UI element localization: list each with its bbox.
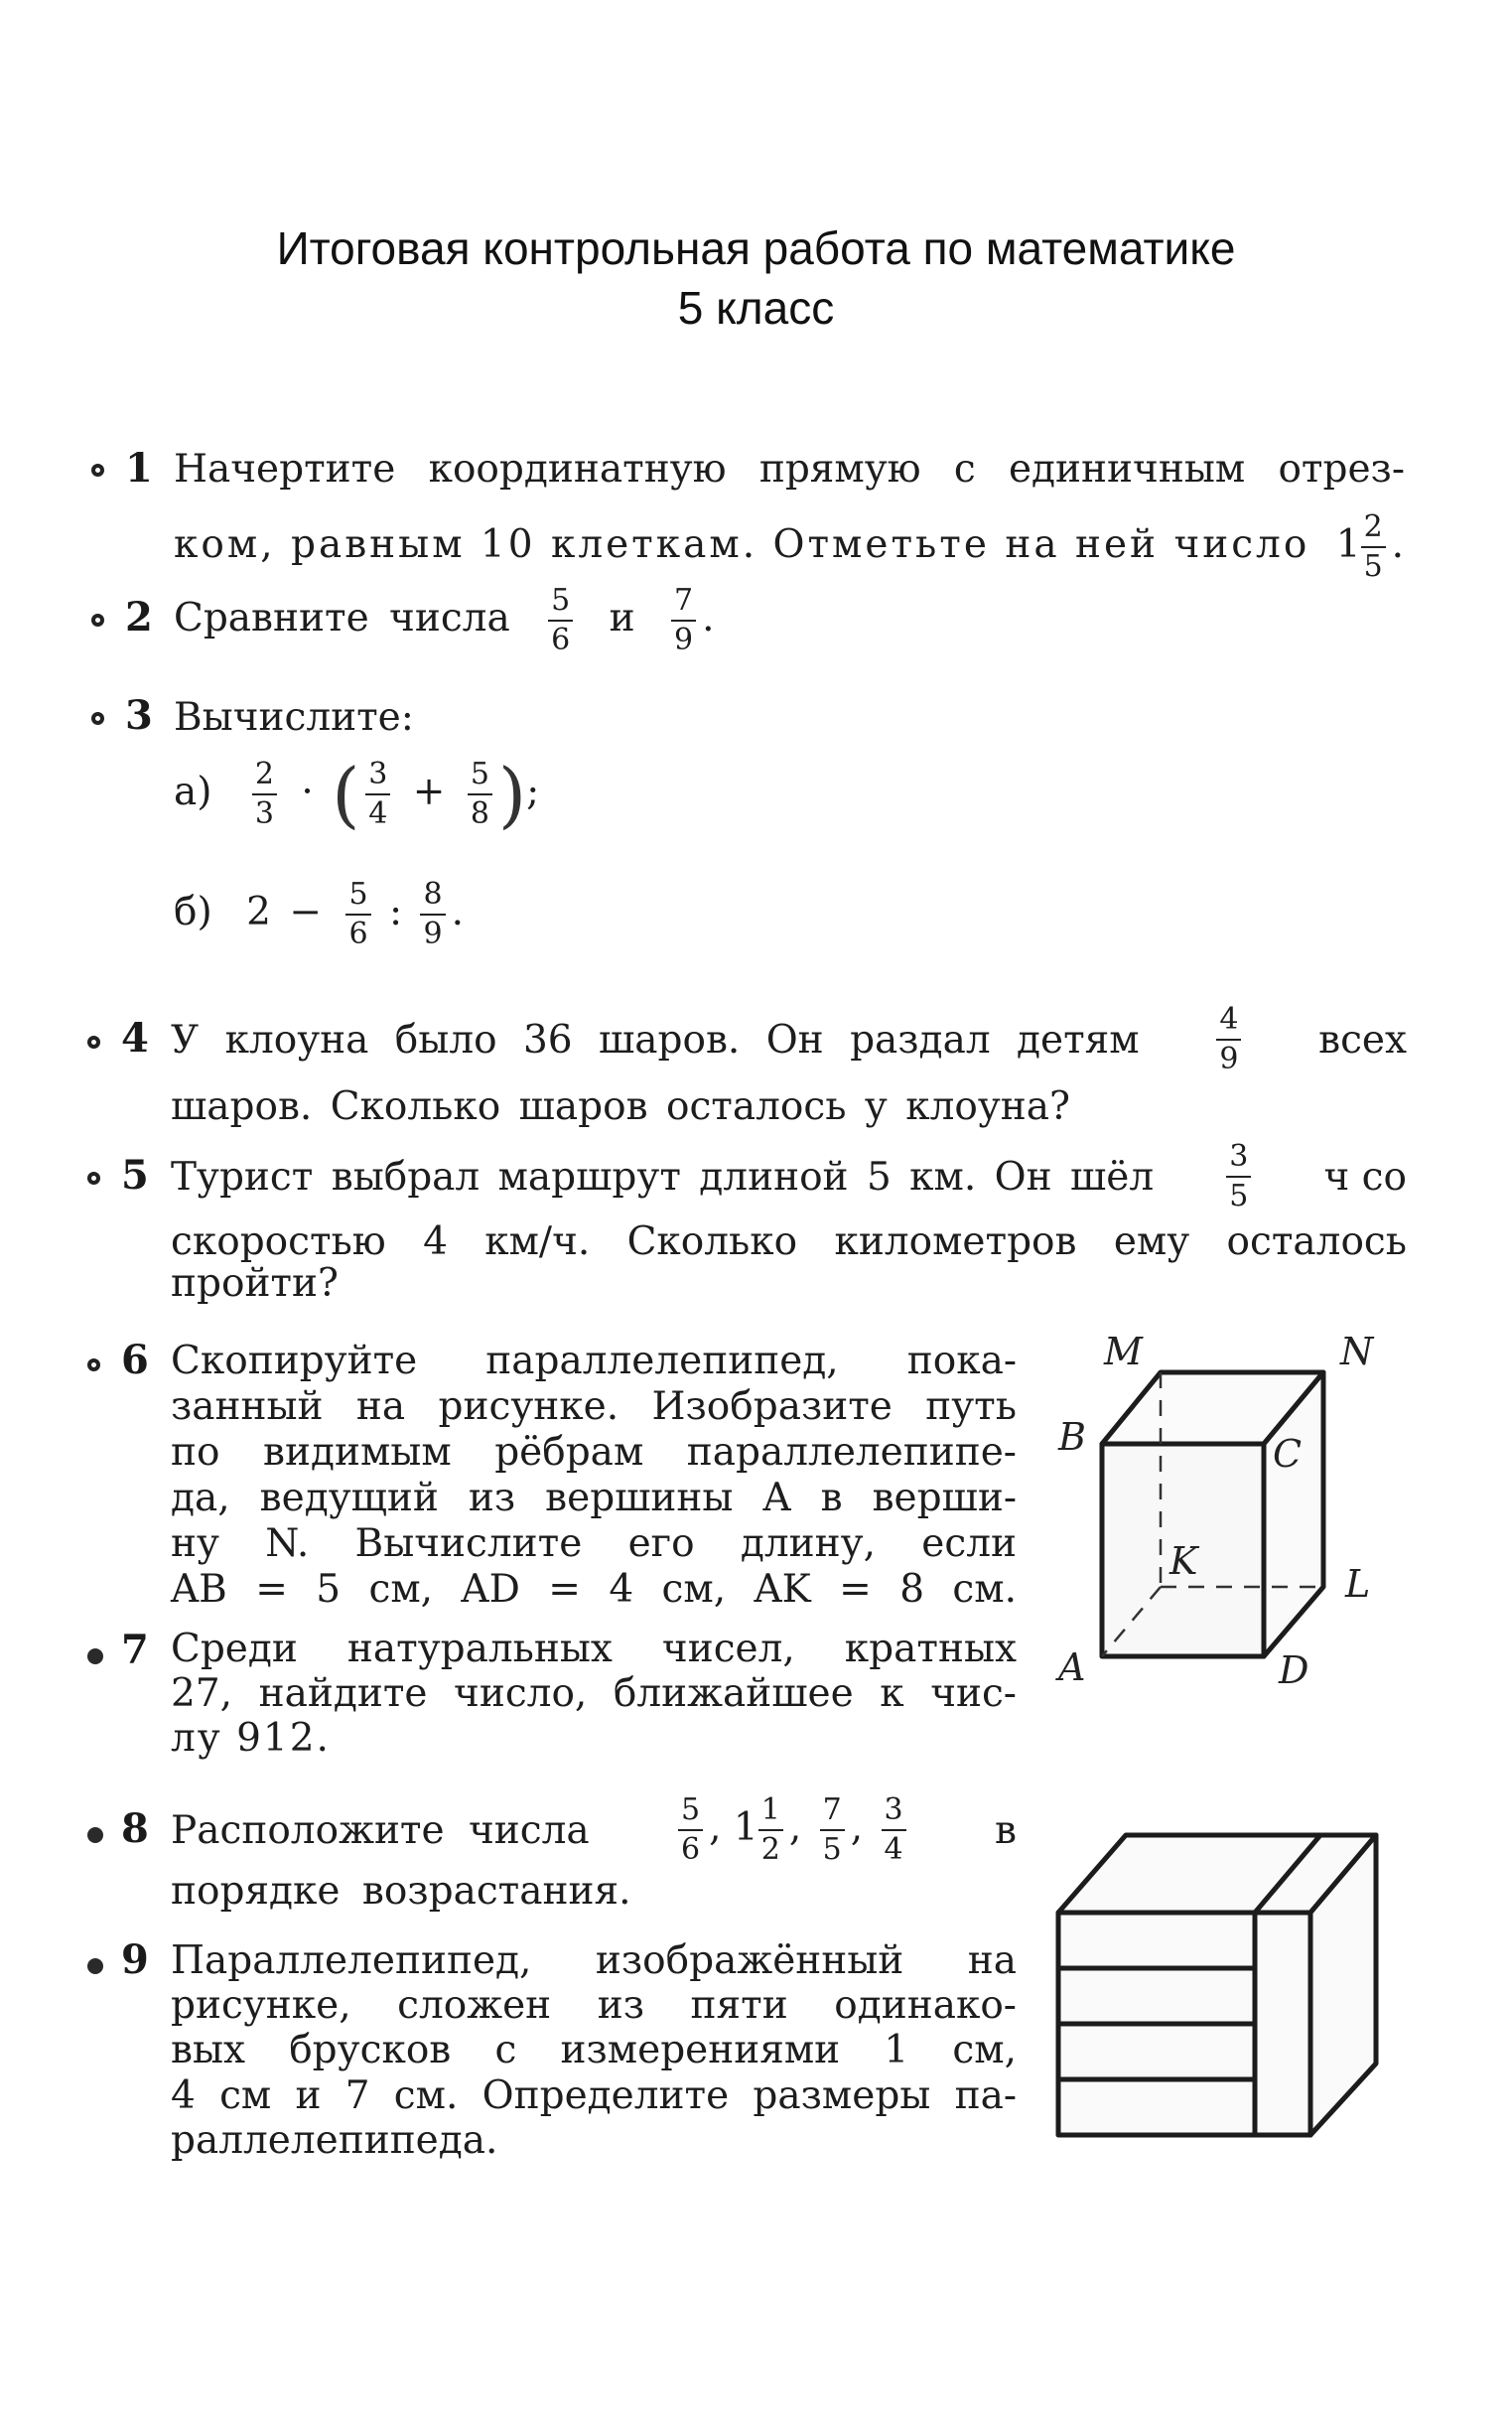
period: . (451, 890, 464, 934)
denominator: 8 (470, 796, 489, 831)
fraction (1226, 1139, 1251, 1213)
task-text: порядке возрастания. (171, 1869, 631, 1914)
vertex-label-b: B (1058, 1415, 1086, 1459)
task-number: 6 (121, 1337, 149, 1383)
denominator: 6 (551, 623, 571, 657)
numerator: 7 (820, 1795, 845, 1831)
fraction (468, 757, 492, 831)
task-text: AB = 5 см, AD = 4 см, AK = 8 см. (171, 1567, 1017, 1612)
numerator: 4 (1216, 1005, 1241, 1041)
filled-circle-marker-icon (87, 1958, 103, 1974)
numerator: 3 (1226, 1142, 1251, 1178)
task-number: 4 (121, 1015, 149, 1062)
denominator: 3 (254, 796, 274, 831)
task-text: 27, найдите число, ближайшее к чис- (171, 1671, 1017, 1716)
whole-part: 1 (1335, 522, 1361, 567)
task-text: 4 см и 7 см. Определите размеры па- (171, 2073, 1017, 2118)
task-text: раллелепипеда. (171, 2118, 498, 2163)
task-number: 3 (125, 692, 153, 739)
fraction (671, 583, 696, 657)
vertex-label-l: L (1345, 1562, 1371, 1606)
filled-circle-marker-icon (87, 1827, 103, 1843)
numerator: 3 (365, 760, 390, 795)
numerator: 8 (420, 880, 445, 916)
numerator: 1 (758, 1795, 783, 1831)
task-number: 9 (121, 1936, 149, 1983)
task-text: по видимым рёбрам параллелепипе- (171, 1430, 1017, 1475)
fraction (365, 757, 390, 831)
vertex-label-k: K (1169, 1539, 1198, 1583)
denominator: 5 (1229, 1179, 1249, 1213)
fraction (420, 877, 445, 951)
denominator: 9 (674, 623, 694, 657)
task-text: ч со (1323, 1154, 1407, 1200)
task-text: лу 912. (171, 1716, 331, 1761)
task-text: да, ведущий из вершины A в верши- (171, 1476, 1017, 1520)
semicolon: ; (526, 770, 540, 814)
operator: + (412, 770, 446, 814)
task-text (171, 1139, 1407, 1213)
open-circle-marker-icon (91, 614, 104, 627)
denominator: 2 (760, 1832, 780, 1867)
open-circle-marker-icon (91, 464, 104, 477)
operator: : (388, 890, 403, 934)
denominator: 4 (884, 1832, 903, 1867)
page-subtitle: 5 класс (677, 282, 835, 334)
task-text (174, 509, 1405, 584)
numerator: 5 (345, 880, 370, 916)
task-text: Среди натуральных чисел, кратных (171, 1627, 1017, 1671)
task-number: 2 (125, 594, 153, 641)
task-text (171, 1002, 1407, 1076)
numerator: 3 (882, 1795, 906, 1831)
numerator: 5 (548, 586, 573, 622)
numerator: 7 (671, 586, 696, 622)
whole-part: 1 (733, 1805, 758, 1850)
vertex-label-n: N (1340, 1330, 1374, 1373)
denominator: 4 (368, 796, 388, 831)
numerator: 5 (468, 760, 492, 795)
task-text: Параллелепипед, изображённый на (171, 1938, 1017, 1983)
task-text: скоростью 4 км/ч. Сколько километров ему осталось (171, 1219, 1407, 1264)
open-circle-marker-icon (91, 712, 104, 725)
filled-circle-marker-icon (87, 1648, 103, 1664)
task-text: Сравните числа (174, 596, 510, 641)
parallelepiped-figure (1042, 1321, 1440, 1718)
task-text: занный на рисунке. Изобразите путь (171, 1384, 1017, 1429)
task-text: У клоуна было 36 шаров. Он раздал детям (171, 1017, 1140, 1063)
mixed-number (1322, 509, 1405, 584)
period: . (1391, 522, 1405, 567)
denominator: 6 (681, 1832, 701, 1867)
task-text (174, 583, 715, 657)
part-label: а) (174, 770, 212, 814)
operator: − (289, 890, 323, 934)
fraction (1361, 509, 1386, 584)
task-number: 7 (121, 1627, 149, 1673)
numerator: 5 (678, 1795, 703, 1831)
task-text: Расположите числа (171, 1807, 590, 1853)
denominator: 5 (1363, 549, 1383, 584)
conjunction: и (609, 596, 635, 641)
fraction (820, 1792, 845, 1867)
vertex-label-a: A (1058, 1645, 1086, 1689)
right-paren: ) (497, 753, 527, 836)
task-number: 8 (121, 1805, 149, 1852)
page-title: Итоговая контрольная работа по математике (276, 222, 1236, 274)
task-text (171, 1792, 1017, 1867)
numerator: 2 (252, 760, 277, 795)
left-paren: ( (332, 753, 360, 836)
operator: · (301, 770, 314, 814)
expression-a (174, 753, 539, 836)
task-text: ну N. Вычислите его длину, если (171, 1521, 1017, 1566)
vertex-label-m: M (1104, 1330, 1143, 1373)
fraction (345, 877, 370, 951)
open-circle-marker-icon (87, 1036, 100, 1049)
period: . (702, 596, 715, 641)
stacked-bars-figure (1042, 1807, 1440, 2185)
task-text: пройти? (171, 1261, 339, 1306)
fraction (678, 1792, 703, 1867)
expression-b (174, 877, 464, 951)
number-list: $\frac{5}{6}$ , 1 $\frac{1}{2}$ , $\frac{7}{5}$ , $\frac{3}{4}$ (672, 1795, 912, 1865)
fraction (252, 757, 277, 831)
task-number: 1 (125, 445, 153, 492)
task-text: ком, равным 10 клеткам. Отметьте на ней число (174, 522, 1310, 567)
fraction (1216, 1002, 1241, 1076)
task-text: Скопируйте параллелепипед, пока- (171, 1339, 1017, 1383)
denominator: 6 (348, 917, 368, 951)
denominator: 9 (1219, 1042, 1239, 1076)
task-text: рисунке, сложен из пяти одинако- (171, 1983, 1017, 2028)
task-text: вых брусков с измерениями 1 см, (171, 2028, 1017, 2072)
task-text: в (995, 1807, 1017, 1853)
fraction (548, 583, 573, 657)
whole-number: 2 (246, 890, 271, 934)
vertex-label-c: C (1273, 1432, 1303, 1476)
denominator: 5 (822, 1832, 842, 1867)
fraction (882, 1792, 906, 1867)
task-text: Начертите координатную прямую с единичным отрез- (174, 447, 1405, 492)
open-circle-marker-icon (87, 1358, 100, 1371)
task-text: шаров. Сколько шаров осталось у клоуна? (171, 1084, 1070, 1129)
denominator: 9 (423, 917, 443, 951)
task-text: всех (1318, 1017, 1407, 1063)
vertex-label-d: D (1279, 1648, 1309, 1692)
task-text: Вычислите: (174, 695, 414, 740)
numerator: 2 (1361, 512, 1386, 548)
fraction (758, 1792, 783, 1867)
task-text: Турист выбрал маршрут длиной 5 км. Он шёл (171, 1154, 1155, 1200)
open-circle-marker-icon (87, 1172, 100, 1185)
part-label: б) (174, 890, 212, 934)
task-number: 5 (121, 1152, 149, 1199)
